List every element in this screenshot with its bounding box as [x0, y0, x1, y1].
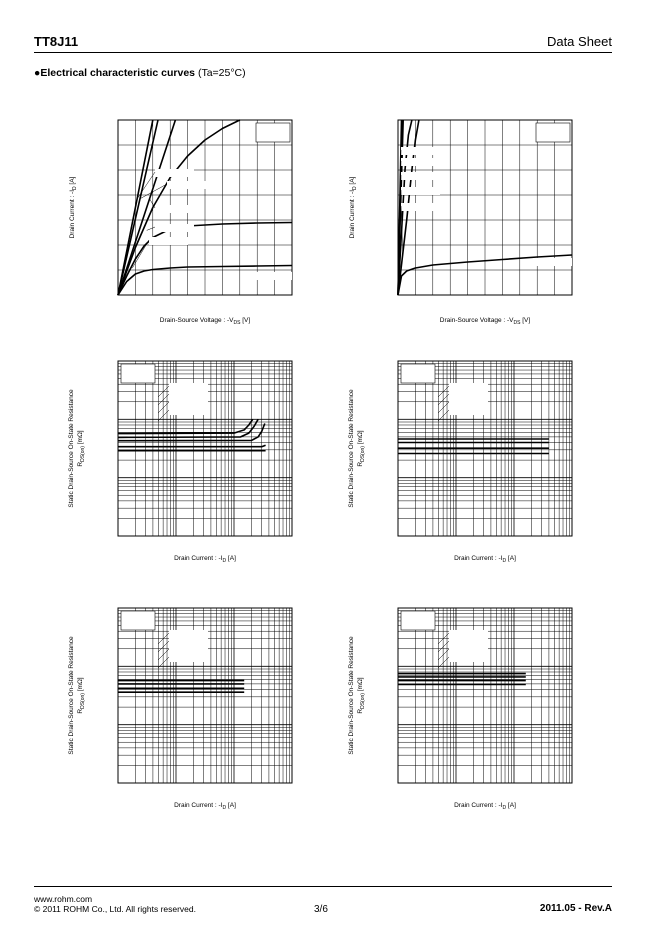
- x-axis-label: [174, 802, 236, 811]
- series-label-bg: [155, 169, 194, 177]
- y-axis-label-2: [357, 430, 366, 466]
- y-axis-label: [68, 389, 75, 508]
- series-label-bg: [155, 224, 194, 232]
- fig1-chart: [60, 92, 335, 330]
- series-label-bg: [449, 638, 488, 646]
- subscript: D: [222, 805, 227, 811]
- x-axis-label-text: Drain-Source Voltage : -V: [439, 317, 514, 324]
- series-label-bg: [449, 391, 488, 399]
- unit: [A]: [226, 555, 236, 562]
- y-axis-label-2-text: R: [77, 461, 84, 467]
- unit: [mΩ]: [77, 430, 84, 447]
- series-label-bg: [169, 630, 208, 638]
- fig4-chart: [340, 333, 615, 573]
- grid: [118, 120, 292, 295]
- series-label-bg: [253, 272, 292, 280]
- condition-box: [121, 611, 155, 630]
- y-axis-label-2: [77, 677, 86, 713]
- x-axis-label: [454, 555, 516, 564]
- condition-box: [401, 611, 435, 630]
- bullet-icon: ●: [34, 67, 41, 79]
- series-line-3: [118, 445, 266, 447]
- x-axis-label-text: Drain Current : -I: [454, 555, 503, 562]
- condition-box: [256, 123, 290, 142]
- condition-box: [401, 364, 435, 383]
- footer-divider: [34, 886, 612, 887]
- x-axis-label: [160, 317, 251, 326]
- subscript: D: [222, 558, 227, 564]
- x-axis-label-text: Drain-Source Voltage : -V: [159, 317, 234, 324]
- series-label-bg: [449, 646, 488, 654]
- x-axis-label-text: Drain Current : -I: [174, 802, 223, 809]
- y-axis-label: [68, 636, 75, 755]
- series-label-bg: [169, 654, 208, 662]
- fig2-chart: [340, 92, 615, 330]
- section-condition: (Ta=25°C): [197, 67, 246, 79]
- series-label-bg: [401, 172, 440, 180]
- subscript: D: [352, 186, 358, 190]
- fig5-chart: [60, 580, 335, 820]
- series-label-bg: [167, 181, 206, 189]
- revision: 2011.05 - Rev.A: [539, 903, 612, 914]
- unit: [A]: [226, 802, 236, 809]
- section-title: Electrical characteristic curves: [40, 67, 196, 79]
- unit: [mΩ]: [77, 677, 84, 694]
- series-label-bg: [149, 237, 188, 245]
- subscript: D: [72, 186, 78, 190]
- x-axis-label: [174, 555, 236, 564]
- series-label-bg: [169, 638, 208, 646]
- series-label-bg: [401, 158, 440, 166]
- subscript: DS: [233, 320, 241, 326]
- fig3-chart: [60, 333, 335, 573]
- series-label-bg: [169, 646, 208, 654]
- unit: [A]: [506, 555, 516, 562]
- subscript: D: [502, 558, 507, 564]
- y-axis-label: [69, 176, 78, 238]
- series-label-bg: [169, 399, 208, 407]
- series-label-bg: [401, 147, 440, 155]
- y-axis-label-2-text: R: [77, 708, 84, 714]
- unit: [V]: [520, 317, 531, 324]
- subscript: DS(on): [80, 446, 86, 462]
- y-axis-label: [348, 389, 355, 508]
- x-axis-label: [454, 802, 516, 811]
- x-axis-label-text: Drain Current : -I: [174, 555, 223, 562]
- condition-box: [536, 123, 570, 142]
- subscript: DS(on): [360, 693, 366, 709]
- x-axis-label: [440, 317, 531, 326]
- y-axis-label-2: [357, 677, 366, 713]
- series-label-bg: [533, 258, 572, 266]
- y-axis-label: [349, 176, 358, 238]
- y-axis-label-2-text: R: [357, 461, 364, 467]
- series-label-bg: [449, 383, 488, 391]
- leader-line: [150, 199, 155, 208]
- unit: [V]: [240, 317, 251, 324]
- series-label-bg: [169, 383, 208, 391]
- series-line-0: [118, 419, 253, 433]
- page-number: 3/6: [314, 904, 328, 915]
- series-label-bg: [449, 654, 488, 662]
- y-axis-label-2-text: R: [357, 708, 364, 714]
- series-label-bg: [155, 205, 194, 213]
- unit: [A]: [69, 176, 76, 187]
- series-label-bg: [449, 630, 488, 638]
- series-label-bg: [169, 407, 208, 415]
- series-label-bg: [449, 407, 488, 415]
- unit: [mΩ]: [357, 677, 364, 694]
- series-label-bg: [169, 391, 208, 399]
- footer-url: www.rohm.com: [34, 894, 93, 904]
- leader-line: [147, 227, 155, 230]
- series-label-bg: [401, 203, 440, 211]
- y-axis-label-text: Static Drain-Source On-State Resistance: [348, 636, 355, 755]
- x-axis-label-text: Drain Current : -I: [454, 802, 503, 809]
- fig6-chart: [340, 580, 615, 820]
- y-axis-label: [348, 636, 355, 755]
- y-axis-label-text: Static Drain-Source On-State Resistance: [348, 389, 355, 508]
- y-axis-label-text: Static Drain-Source On-State Resistance: [68, 636, 75, 755]
- condition-box: [121, 364, 155, 383]
- unit: [mΩ]: [357, 430, 364, 447]
- part-number: TT8J11: [34, 34, 79, 49]
- y-axis-label-text: Drain Current : -I: [69, 189, 76, 239]
- series-label-bg: [449, 399, 488, 407]
- unit: [A]: [349, 176, 356, 187]
- subscript: DS: [513, 320, 521, 326]
- section-heading: [34, 67, 246, 79]
- subscript: DS(on): [80, 693, 86, 709]
- y-axis-label-text: Drain Current : -I: [349, 189, 356, 239]
- y-axis-label-2: [77, 430, 86, 466]
- document-type: Data Sheet: [546, 34, 612, 49]
- y-axis-label-text: Static Drain-Source On-State Resistance: [68, 389, 75, 508]
- series-label-bg: [401, 187, 440, 195]
- header-divider: [34, 52, 612, 53]
- subscript: D: [502, 805, 507, 811]
- series-group: [118, 681, 244, 693]
- footer-copyright: © 2011 ROHM Co., Ltd. All rights reserved.: [34, 904, 197, 914]
- subscript: DS(on): [360, 446, 366, 462]
- series-group: [118, 419, 266, 450]
- unit: [A]: [506, 802, 516, 809]
